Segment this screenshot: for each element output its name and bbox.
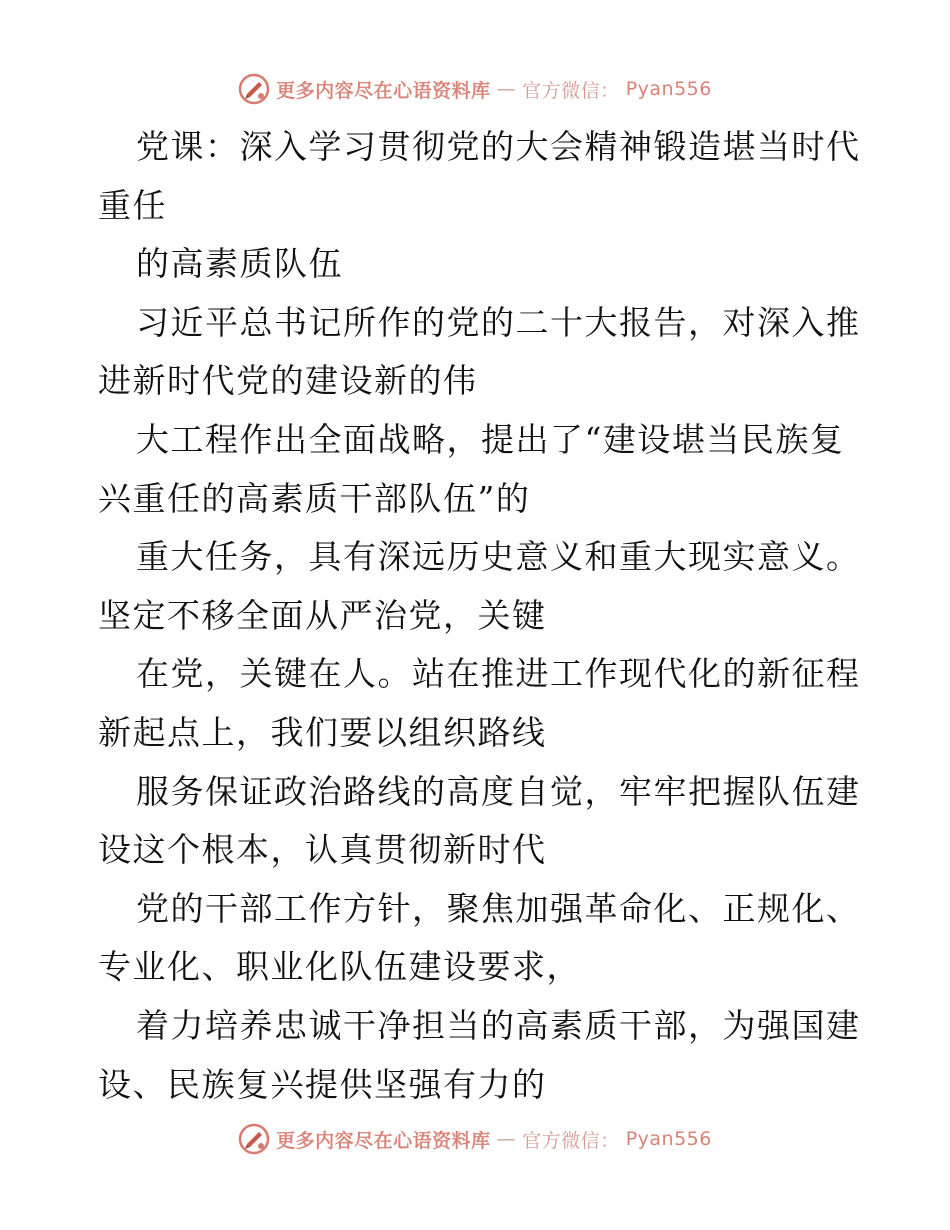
document-body <box>98 118 861 1114</box>
banner-wechat-handle: Pyan556 <box>625 1128 712 1150</box>
banner-separator: — <box>496 1128 517 1150</box>
paragraph-line: 习近平总书记所作的党的二十大报告，对深入推 <box>136 302 861 342</box>
paragraph-line: 专业化、职业化队伍建设要求， <box>98 947 581 987</box>
paragraph-line: 在党，关键在人。站在推进工作现代化的新征程 <box>136 654 861 694</box>
banner-contact-label: 官方微信： <box>522 1129 620 1152</box>
paragraph-line: 党的干部工作方针，聚焦加强革命化、正规化、 <box>136 888 861 928</box>
paragraph-line: 进新时代党的建设新的伟 <box>98 361 478 401</box>
brand-logo-icon <box>238 1123 270 1155</box>
header-banner <box>0 73 950 105</box>
banner-wechat-handle: Pyan556 <box>625 78 712 100</box>
title-line: 党课：深入学习贯彻党的大会精神锻造堪当时代 <box>136 127 861 166</box>
brand-logo-icon <box>238 73 270 105</box>
paragraph-line: 重大任务，具有深远历史意义和重大现实意义。 <box>136 537 861 577</box>
paragraph-line: 服务保证政治路线的高度自觉，牢牢把握队伍建 <box>136 771 861 811</box>
paragraph-line: 大工程作出全面战略，提出了“建设堪当民族复 <box>136 419 845 459</box>
title-line: 的高素质队伍 <box>136 244 343 284</box>
banner-contact-label: 官方微信： <box>522 79 620 102</box>
banner-brand-text: 更多内容尽在心语资料库 <box>276 79 491 102</box>
paragraph-line: 设、民族复兴提供坚强有力的 <box>98 1064 547 1104</box>
paragraph-line: 新起点上，我们要以组织路线 <box>98 712 547 752</box>
paragraph-line: 兴重任的高素质干部队伍”的 <box>98 478 531 518</box>
banner-brand-text: 更多内容尽在心语资料库 <box>276 1129 491 1152</box>
paragraph-line: 设这个根本，认真贯彻新时代 <box>98 830 547 870</box>
banner-separator: — <box>496 78 517 100</box>
footer-banner <box>0 1123 950 1155</box>
title-line: 重任 <box>98 185 167 225</box>
paragraph-line: 坚定不移全面从严治党，关键 <box>98 595 547 635</box>
paragraph-line: 着力培养忠诚干净担当的高素质干部，为强国建 <box>136 1005 861 1045</box>
